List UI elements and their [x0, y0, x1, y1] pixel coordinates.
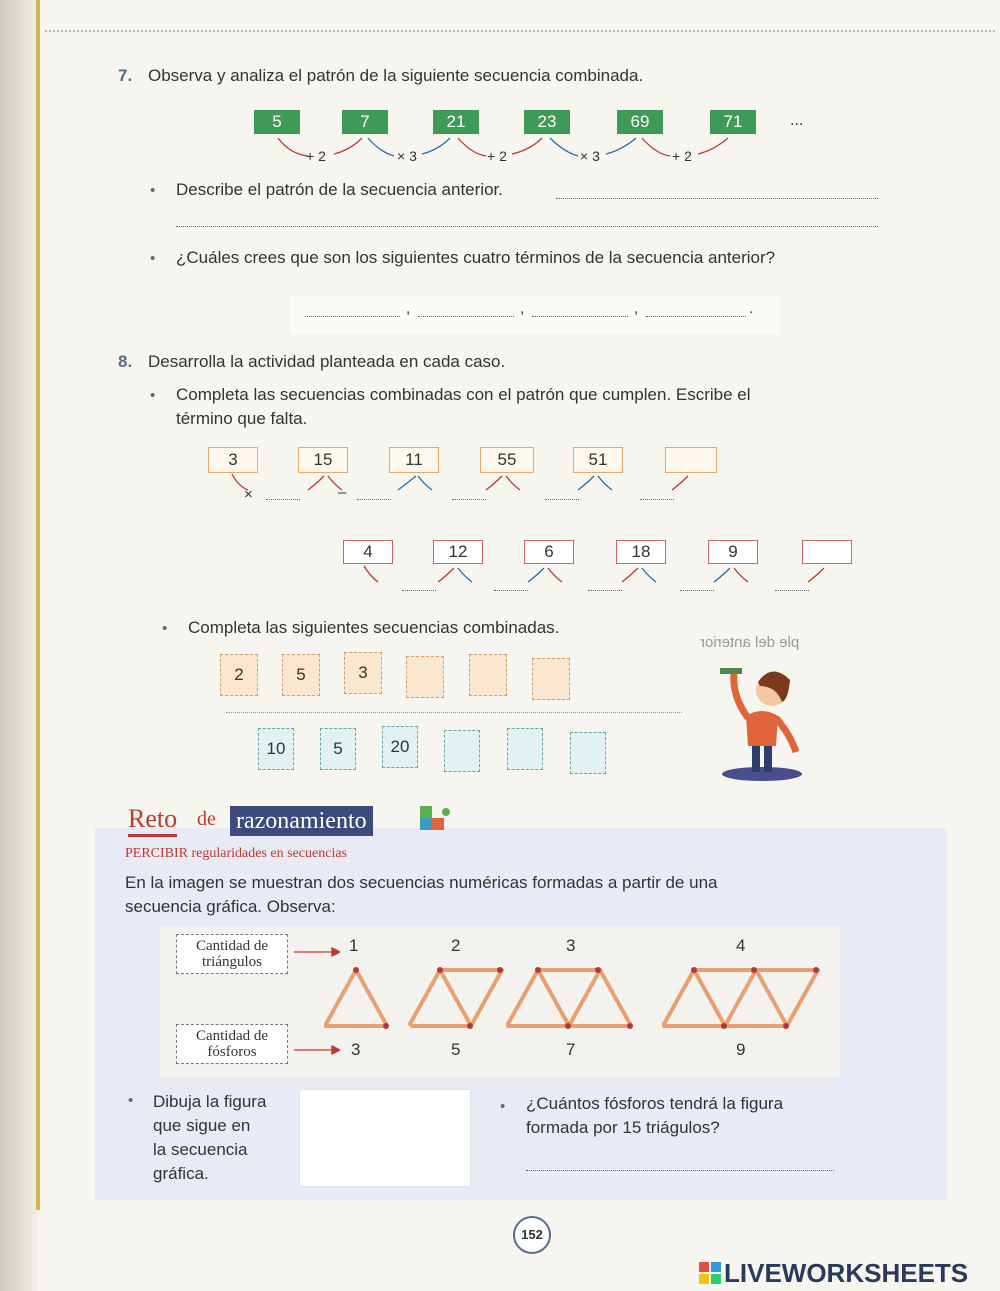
q8-seqB-arrows — [360, 564, 840, 590]
triangles-count-4: 4 — [736, 936, 746, 955]
q8-seqB-term-4: 18 — [616, 540, 666, 564]
q8-seqA-term-4: 55 — [480, 447, 534, 473]
triangles-count-2: 2 — [451, 936, 461, 955]
q8-seqB-term-1: 4 — [343, 540, 393, 564]
matchstick-figures — [316, 964, 836, 1034]
q8-seqA-blank-1[interactable] — [266, 499, 300, 500]
q8-seqB-term-2: 12 — [433, 540, 483, 564]
q7-bullet-dot-2: • — [150, 250, 156, 267]
q7-answer-line-1[interactable] — [556, 198, 878, 199]
q7-op-5: + 2 — [672, 148, 692, 164]
q8-title: Desarrolla la actividad planteada en cada caso. — [148, 352, 506, 371]
q7-number: 7. — [118, 66, 133, 85]
reto-task1-line4: gráfica. — [153, 1164, 209, 1183]
q8-number: 8. — [118, 352, 133, 371]
q8-seqA-op-multiply: × — [244, 486, 253, 503]
q7-sep-2: , — [520, 300, 525, 317]
q8-bullet-dot-1: • — [150, 387, 156, 404]
q8-seqA-blank-2[interactable] — [357, 499, 391, 500]
q8-tile-bottom-4[interactable] — [444, 730, 480, 772]
q8-tile-top-4[interactable] — [406, 656, 444, 698]
q8-tile-top-2: 5 — [282, 654, 320, 696]
matches-count-3: 7 — [566, 1040, 576, 1059]
q8-seqA-arrows — [220, 472, 700, 498]
page-number: 152 — [513, 1216, 551, 1254]
puzzle-icon — [414, 802, 454, 838]
tiles-separator — [226, 712, 682, 713]
reto-task2-answer-line[interactable] — [526, 1170, 834, 1171]
reto-task1-dot: • — [128, 1092, 134, 1109]
label-triangles-line2: triángulos — [202, 954, 262, 970]
q7-seq-term-4: 23 — [524, 110, 570, 134]
reto-task1-line1: Dibuja la figura — [153, 1092, 267, 1111]
q7-ellipsis: ... — [790, 112, 804, 129]
q7-bullet-dot-1: • — [150, 182, 156, 199]
q7-next-term-2[interactable] — [418, 316, 514, 317]
q7-sep-1: , — [406, 300, 411, 317]
label-triangles — [176, 934, 288, 974]
label-matches-line2: fósforos — [207, 1044, 257, 1060]
drawing-area[interactable] — [300, 1090, 470, 1186]
q8-bullet1-line2: término que falta. — [176, 409, 308, 428]
q8-seqA-term-3: 11 — [389, 447, 439, 473]
q8-seqB-blank-5[interactable] — [775, 590, 809, 591]
triangles-count-1: 1 — [349, 936, 359, 955]
q8-seqB-blank-4[interactable] — [680, 590, 714, 591]
reto-intro-line1: En la imagen se muestran dos secuencias numéricas formadas a partir de una — [125, 873, 718, 892]
q8-tile-bottom-2: 5 — [320, 728, 356, 770]
q7-sep-3: , — [634, 300, 639, 317]
triangles-count-3: 3 — [566, 936, 576, 955]
matches-count-2: 5 — [451, 1040, 461, 1059]
boy-illustration — [712, 656, 812, 784]
label-triangles-line1: Cantidad de — [195, 938, 269, 954]
q8-seqB-blank-2[interactable] — [494, 590, 528, 591]
book-spine — [0, 0, 38, 1291]
reto-task2-dot: • — [500, 1098, 506, 1115]
q8-tile-bottom-6[interactable] — [570, 732, 606, 774]
q8-bullet2-text: Completa las siguientes secuencias combinadas. — [188, 618, 560, 637]
q8-tile-top-1: 2 — [220, 654, 258, 696]
q7-title: Observa y analiza el patrón de la siguiente secuencia combinada. — [148, 66, 644, 85]
matches-count-4: 9 — [736, 1040, 746, 1059]
q7-seq-term-5: 69 — [617, 110, 663, 134]
reto-task1-text — [153, 1090, 266, 1186]
q7-sep-4: . — [749, 300, 754, 317]
q7-seq-term-2: 7 — [342, 110, 388, 134]
q7-op-2: × 3 — [397, 148, 417, 164]
q7-seq-term-1: 5 — [254, 110, 300, 134]
q7-op-1: + 2 — [306, 148, 326, 164]
q7-bullet2-text: ¿Cuáles crees que son los siguientes cuatro términos de la secuencia anterior? — [176, 248, 776, 267]
q7-seq-term-3: 21 — [433, 110, 479, 134]
q8-seqB-term-3: 6 — [524, 540, 574, 564]
reto-task1-line3: la secuencia — [153, 1140, 248, 1159]
q8-seqA-term-5: 51 — [573, 447, 623, 473]
q8-seqA-blank-4[interactable] — [545, 499, 579, 500]
reto-title-word-2: de — [197, 808, 216, 830]
label-matches — [176, 1024, 288, 1064]
q8-seqB-blank-3[interactable] — [588, 590, 622, 591]
q8-bullet1-line1: Completa las secuencias combinadas con el patrón que cumplen. Escribe el — [176, 385, 751, 404]
q8-seqA-blank-3[interactable] — [452, 499, 486, 500]
reto-task2-line1: ¿Cuántos fósforos tendrá la figura — [526, 1094, 784, 1113]
q7-next-term-3[interactable] — [532, 316, 628, 317]
q8-tile-bottom-1: 10 — [258, 728, 294, 770]
reto-intro-line2: secuencia gráfica. Observa: — [125, 897, 336, 916]
q7-answer-line-2[interactable] — [176, 226, 878, 227]
label-matches-line1: Cantidad de — [195, 1028, 269, 1044]
q8-tile-bottom-5[interactable] — [507, 728, 543, 770]
matches-count-1: 3 — [351, 1040, 361, 1059]
q8-tile-top-6[interactable] — [532, 658, 570, 700]
q8-seqA-missing-term[interactable] — [665, 447, 717, 473]
q8-seqA-term-1: 3 — [208, 447, 258, 473]
q7-next-term-4[interactable] — [646, 316, 746, 317]
spine-line — [36, 0, 40, 1210]
q7-op-4: × 3 — [580, 148, 600, 164]
reto-title-word-1: Reto — [128, 804, 177, 837]
q8-seqB-term-5: 9 — [708, 540, 758, 564]
q7-next-term-1[interactable] — [305, 316, 400, 317]
reto-title-word-3: razonamiento — [230, 806, 373, 836]
bleed-through-text: ple del anterior — [700, 634, 800, 651]
reto-task1-line2: que sigue en — [153, 1116, 251, 1135]
q7-bullet1-text: Describe el patrón de la secuencia anterior. — [176, 180, 503, 199]
reto-task2-line2: formada por 15 triágulos? — [526, 1118, 720, 1137]
q7-seq-term-6: 71 — [710, 110, 756, 134]
top-divider — [45, 30, 995, 32]
q8-seqA-blank-5[interactable] — [640, 499, 674, 500]
q8-tile-top-5[interactable] — [469, 654, 507, 696]
q8-bullet-dot-2: • — [162, 620, 168, 637]
liveworksheets-logo-icon — [699, 1262, 721, 1284]
liveworksheets-watermark: LIVEWORKSHEETS — [724, 1258, 969, 1288]
q8-seqB-blank-1[interactable] — [402, 590, 436, 591]
q7-op-3: + 2 — [487, 148, 507, 164]
q8-seqB-missing-term[interactable] — [802, 540, 852, 564]
q8-tile-bottom-3: 20 — [382, 726, 418, 768]
q7-answer-area — [290, 296, 780, 334]
q8-seqA-op-minus: – — [338, 484, 347, 501]
reto-subtitle: PERCIBIR regularidades en secuencias — [125, 846, 347, 861]
q8-tile-top-3: 3 — [344, 652, 382, 694]
q8-seqA-term-2: 15 — [298, 447, 348, 473]
